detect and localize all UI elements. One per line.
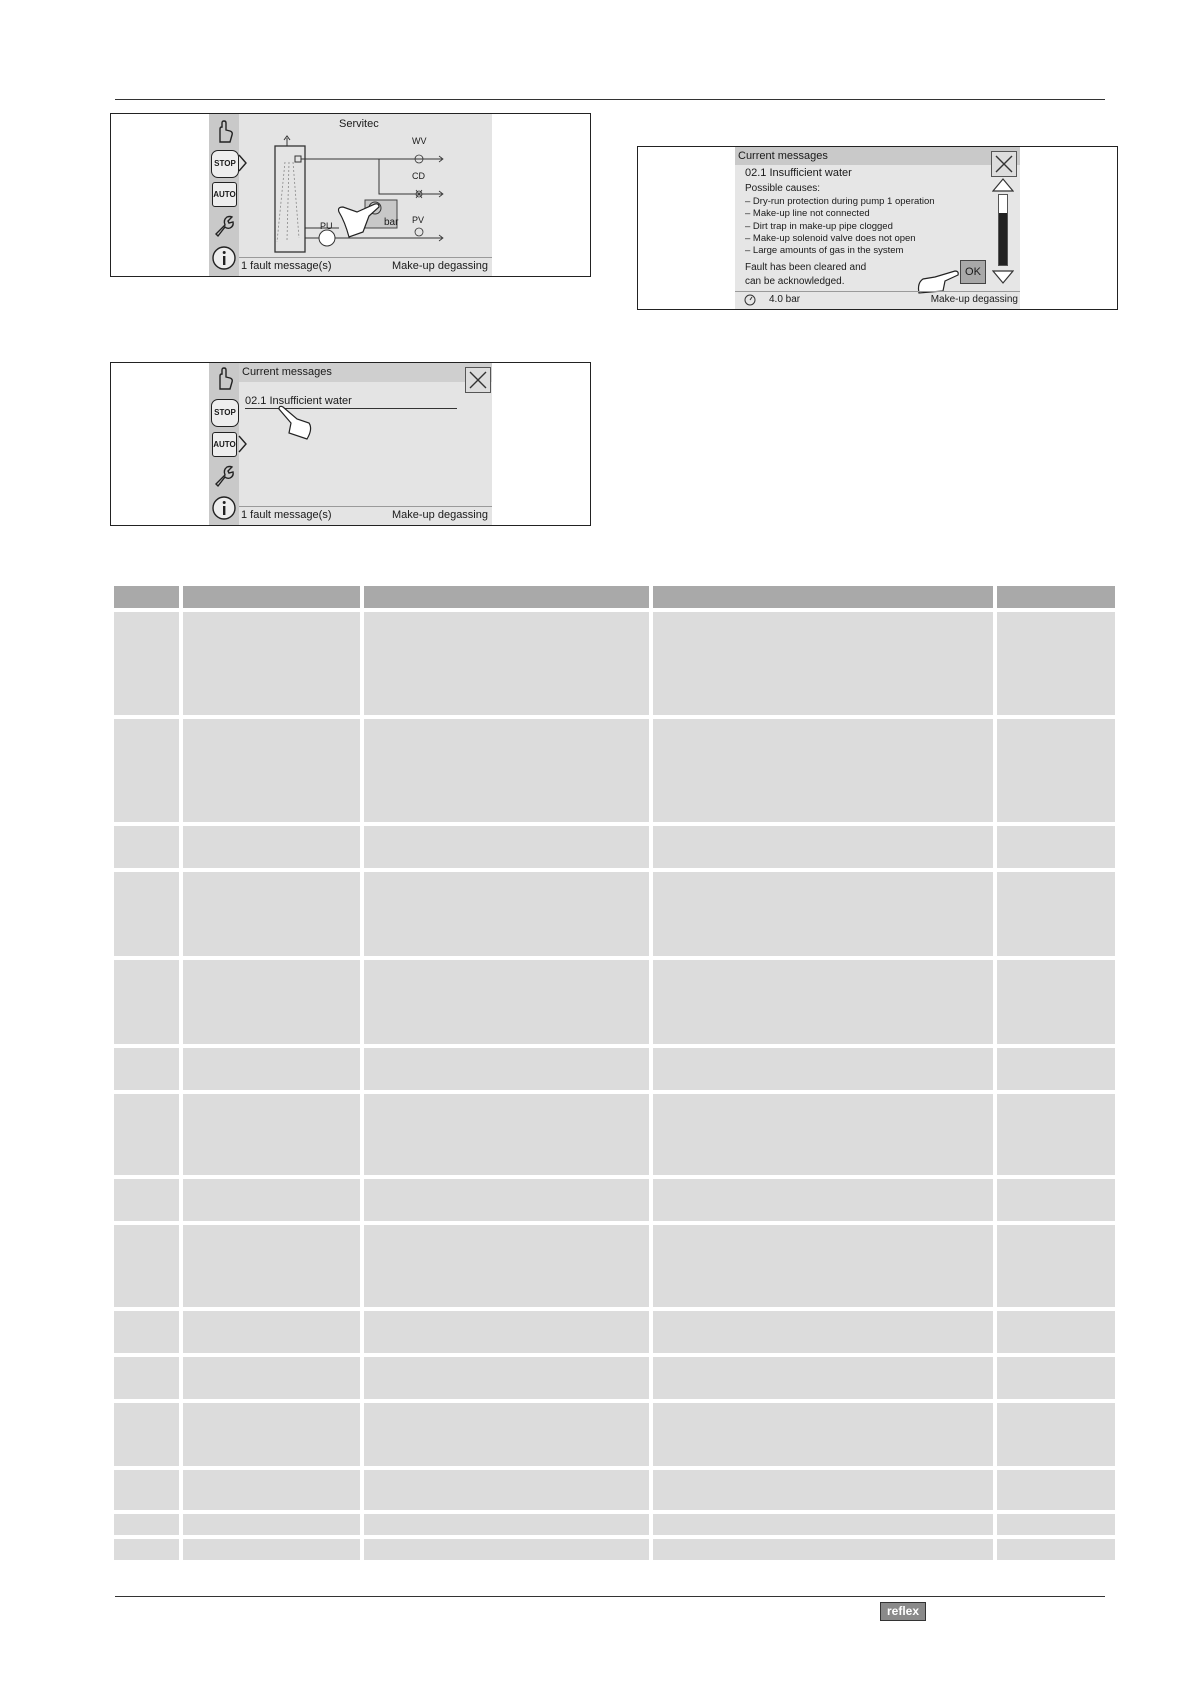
table-row: [114, 612, 1115, 715]
cause-item: – Make-up line not connected: [745, 208, 870, 219]
table-cell: [653, 612, 993, 715]
note-line-1: Fault has been cleared and: [745, 262, 867, 273]
table-row: [114, 1470, 1115, 1510]
sidebar: [209, 114, 239, 276]
table-cell: [114, 1514, 179, 1535]
table-cell: [653, 1539, 993, 1560]
table-row: [114, 1514, 1115, 1535]
close-button[interactable]: [991, 151, 1017, 177]
cause-item: – Dry-run protection during pump 1 operation: [745, 196, 935, 207]
table-cell: [364, 1179, 649, 1221]
info-icon[interactable]: [212, 246, 236, 270]
mode-label: Make-up degassing: [391, 260, 488, 272]
table-row: [114, 719, 1115, 822]
table-cell: [653, 1225, 993, 1307]
fault-count[interactable]: 1 fault message(s): [241, 509, 332, 521]
table-cell: [997, 1179, 1115, 1221]
table-cell: [183, 1357, 360, 1399]
table-cell: [653, 1403, 993, 1466]
table-cell: [183, 1470, 360, 1510]
label-pv: PV: [412, 215, 425, 225]
table-cell: [653, 719, 993, 822]
screen-servitec: [209, 114, 492, 276]
stop-icon[interactable]: STOP: [211, 150, 239, 178]
table-cell: [183, 1048, 360, 1090]
cause-item: – Make-up solenoid valve does not open: [745, 233, 916, 244]
scroll-up-icon[interactable]: [992, 178, 1014, 192]
pressure-button[interactable]: bar: [384, 217, 399, 228]
screen-current-messages: [209, 363, 492, 525]
table-cell: [183, 1514, 360, 1535]
table-cell: [653, 1470, 993, 1510]
table-cell: [114, 1311, 179, 1353]
table-cell: [364, 1311, 649, 1353]
screen-title: Current messages: [738, 150, 828, 162]
table-cell: [997, 1357, 1115, 1399]
wrench-icon[interactable]: [212, 464, 236, 488]
table-cell: [114, 1048, 179, 1090]
mode-label: Make-up degassing: [391, 509, 488, 521]
table-cell: [997, 1311, 1115, 1353]
figure-frame-current-messages: [110, 362, 591, 526]
table-cell: [653, 1311, 993, 1353]
table-row: [114, 1179, 1115, 1221]
table-cell: [114, 872, 179, 956]
table-row: [114, 1403, 1115, 1466]
table-cell: [997, 826, 1115, 868]
table-row: [114, 1311, 1115, 1353]
scrollbar-thumb[interactable]: [999, 213, 1007, 265]
table-cell: [364, 1048, 649, 1090]
table-cell: [997, 1403, 1115, 1466]
table-row: [114, 826, 1115, 868]
mode-label: Make-up degassing: [930, 294, 1018, 305]
table-header-cell: [183, 586, 360, 608]
wrench-icon[interactable]: [212, 214, 236, 238]
table-header-row: [114, 586, 1115, 608]
table-cell: [364, 1094, 649, 1175]
table-header-cell: [653, 586, 993, 608]
table-cell: [653, 826, 993, 868]
table-row: [114, 960, 1115, 1044]
table-cell: [183, 1539, 360, 1560]
scrollbar[interactable]: [998, 194, 1008, 266]
table-cell: [997, 612, 1115, 715]
fault-table: [110, 582, 1119, 1564]
table-cell: [183, 719, 360, 822]
table-cell: [183, 960, 360, 1044]
table-cell: [997, 1048, 1115, 1090]
table-cell: [183, 1179, 360, 1221]
header-rule: [115, 99, 1105, 100]
causes-label: Possible causes:: [745, 183, 821, 194]
pointing-hand-icon: [277, 405, 319, 441]
table-cell: [114, 1539, 179, 1560]
table-cell: [997, 960, 1115, 1044]
table-cell: [997, 1470, 1115, 1510]
ok-button[interactable]: OK: [960, 260, 986, 284]
table-cell: [997, 1225, 1115, 1307]
table-cell: [997, 1514, 1115, 1535]
close-icon: [466, 368, 490, 392]
table-cell: [653, 1179, 993, 1221]
table-cell: [114, 612, 179, 715]
pressure-icon: [744, 294, 756, 306]
table-row: [114, 1539, 1115, 1560]
table-cell: [114, 960, 179, 1044]
pressure-value: 4.0 bar: [769, 294, 801, 305]
table-cell: [364, 1403, 649, 1466]
table-cell: [114, 1470, 179, 1510]
title-bar: [239, 363, 492, 382]
table-header-cell: [997, 586, 1115, 608]
table-cell: [364, 1514, 649, 1535]
label-pu: PU: [320, 221, 333, 231]
table-cell: [364, 872, 649, 956]
reflex-logo: reflex: [880, 1602, 926, 1621]
sidebar: [209, 363, 239, 525]
note-line-2: can be acknowledged.: [745, 276, 845, 287]
label-wv: WV: [412, 136, 427, 146]
table-row: [114, 1225, 1115, 1307]
table-cell: [364, 612, 649, 715]
cause-item: – Large amounts of gas in the system: [745, 245, 904, 256]
table-row: [114, 1094, 1115, 1175]
auto-icon[interactable]: AUTO: [212, 182, 237, 207]
table-cell: [653, 872, 993, 956]
status-bar: [239, 506, 492, 525]
table-cell: [114, 1357, 179, 1399]
table-cell: [364, 1470, 649, 1510]
table-cell: [364, 1357, 649, 1399]
table-cell: [653, 1514, 993, 1535]
table-cell: [364, 826, 649, 868]
table-header-cell: [364, 586, 649, 608]
table-cell: [653, 1094, 993, 1175]
cause-item: – Dirt trap in make-up pipe clogged: [745, 221, 893, 232]
table-cell: [114, 826, 179, 868]
table-row: [114, 872, 1115, 956]
table-row: [114, 1048, 1115, 1090]
table-cell: [653, 960, 993, 1044]
screen-message-detail: [735, 147, 1020, 309]
hand-icon[interactable]: [212, 367, 236, 391]
info-icon[interactable]: [212, 496, 236, 520]
servitec-schematic: [239, 132, 492, 257]
scroll-down-icon[interactable]: [992, 270, 1014, 284]
table-cell: [183, 1094, 360, 1175]
hand-icon[interactable]: [212, 120, 236, 144]
table-cell: [183, 1403, 360, 1466]
auto-icon[interactable]: AUTO: [212, 432, 237, 457]
table-cell: [114, 719, 179, 822]
figure-frame-servitec: [110, 113, 591, 277]
table-cell: [114, 1403, 179, 1466]
table-cell: [364, 1539, 649, 1560]
figure-frame-message-detail: [637, 146, 1118, 310]
chevron-right-icon: [238, 435, 248, 453]
table-cell: [114, 1179, 179, 1221]
table-cell: [653, 1048, 993, 1090]
table-cell: [653, 1357, 993, 1399]
table-row: [114, 1357, 1115, 1399]
close-button[interactable]: [465, 367, 491, 393]
table-cell: [364, 719, 649, 822]
table-cell: [364, 960, 649, 1044]
table-cell: [997, 1094, 1115, 1175]
close-icon: [992, 152, 1016, 176]
table-cell: [183, 826, 360, 868]
table-cell: [364, 1225, 649, 1307]
table-cell: [114, 1094, 179, 1175]
message-list-item[interactable]: 02.1 Insufficient water: [245, 395, 457, 409]
table-cell: [114, 1225, 179, 1307]
stop-icon[interactable]: STOP: [211, 399, 239, 427]
table-cell: [997, 872, 1115, 956]
table-cell: [183, 1311, 360, 1353]
table-cell: [997, 719, 1115, 822]
status-bar: [239, 257, 492, 276]
table-header-cell: [114, 586, 179, 608]
table-cell: [997, 1539, 1115, 1560]
fault-count[interactable]: 1 fault message(s): [241, 260, 332, 272]
table-cell: [183, 612, 360, 715]
screen-title: Current messages: [242, 366, 332, 378]
footer-rule: [115, 1596, 1105, 1597]
screen-title: Servitec: [339, 118, 379, 130]
label-cd: CD: [412, 171, 425, 181]
message-heading: 02.1 Insufficient water: [745, 167, 852, 179]
table-cell: [183, 872, 360, 956]
table-cell: [183, 1225, 360, 1307]
